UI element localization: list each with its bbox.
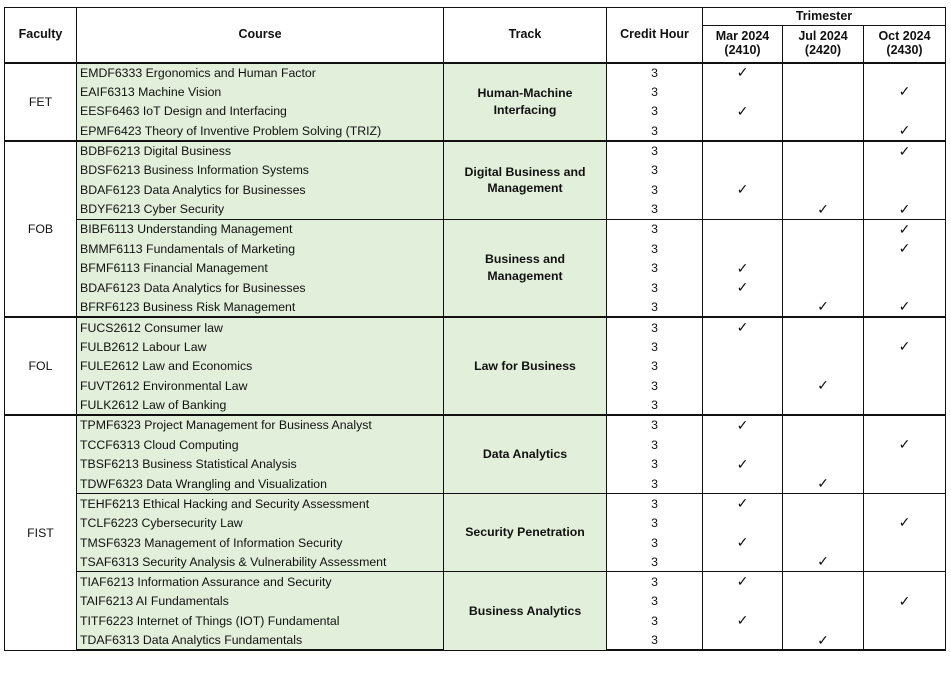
offered-jul-cell xyxy=(783,298,864,318)
offered-oct-cell xyxy=(864,180,946,200)
credit-hour-cell: 3 xyxy=(607,513,703,533)
check-icon: ✓ xyxy=(736,64,749,81)
credit-hour-cell: 3 xyxy=(607,552,703,572)
header-trimester: Trimester xyxy=(703,8,946,26)
faculty-cell: FOL xyxy=(5,317,77,415)
offered-oct-cell xyxy=(864,592,946,612)
table-row xyxy=(5,317,946,337)
credit-hour-cell: 3 xyxy=(607,611,703,631)
offered-mar-cell xyxy=(703,337,783,357)
course-cell: BDYF6213 Cyber Security xyxy=(77,200,444,220)
offered-jul-cell xyxy=(783,337,864,357)
offered-jul-cell xyxy=(783,415,864,435)
offered-mar-cell xyxy=(703,278,783,298)
offered-oct-cell xyxy=(864,631,946,651)
table-row xyxy=(5,415,946,435)
offered-mar-cell xyxy=(703,141,783,161)
offered-mar-cell xyxy=(703,415,783,435)
offered-jul-cell xyxy=(783,200,864,220)
credit-hour-cell: 3 xyxy=(607,396,703,416)
credit-hour-cell: 3 xyxy=(607,278,703,298)
course-cell: TDAF6313 Data Analytics Fundamentals xyxy=(77,631,444,651)
offered-oct-cell xyxy=(864,219,946,239)
offered-mar-cell xyxy=(703,239,783,259)
course-cell: BFRF6123 Business Risk Management xyxy=(77,298,444,318)
check-icon: ✓ xyxy=(736,319,749,336)
course-cell: BDSF6213 Business Information Systems xyxy=(77,160,444,180)
offered-jul-cell xyxy=(783,317,864,337)
offered-jul-cell xyxy=(783,356,864,376)
offered-mar-cell xyxy=(703,376,783,396)
offered-jul-cell xyxy=(783,63,864,83)
offered-mar-cell xyxy=(703,180,783,200)
credit-hour-cell: 3 xyxy=(607,121,703,141)
header-track: Track xyxy=(444,8,607,63)
credit-hour-cell: 3 xyxy=(607,337,703,357)
offered-oct-cell xyxy=(864,258,946,278)
offered-mar-cell xyxy=(703,631,783,651)
check-icon: ✓ xyxy=(817,631,829,648)
offered-mar-cell xyxy=(703,572,783,592)
faculty-cell: FET xyxy=(5,63,77,141)
term-label: Oct 2024 xyxy=(878,29,931,43)
check-icon: ✓ xyxy=(898,142,911,159)
offered-jul-cell xyxy=(783,258,864,278)
credit-hour-cell: 3 xyxy=(607,200,703,220)
offered-oct-cell xyxy=(864,435,946,455)
term-label: Mar 2024 xyxy=(715,29,770,43)
offered-jul-cell xyxy=(783,219,864,239)
credit-hour-cell: 3 xyxy=(607,298,703,318)
course-cell: TBSF6213 Business Statistical Analysis xyxy=(77,454,444,474)
course-cell: EAIF6313 Machine Vision xyxy=(77,82,444,102)
check-icon: ✓ xyxy=(898,514,911,531)
course-cell: EPMF6423 Theory of Inventive Problem Solving (TRIZ) xyxy=(77,121,444,141)
header-faculty: Faculty xyxy=(5,8,77,63)
offered-jul-cell xyxy=(783,592,864,612)
table-row xyxy=(5,219,946,239)
offered-mar-cell xyxy=(703,513,783,533)
offered-oct-cell xyxy=(864,376,946,396)
track-cell: Data Analytics xyxy=(444,415,607,493)
offered-mar-cell xyxy=(703,396,783,416)
table-row xyxy=(5,141,946,161)
credit-hour-cell: 3 xyxy=(607,180,703,200)
offered-jul-cell xyxy=(783,611,864,631)
credit-hour-cell: 3 xyxy=(607,454,703,474)
credit-hour-cell: 3 xyxy=(607,494,703,514)
course-cell: BDBF6213 Digital Business xyxy=(77,141,444,161)
offered-jul-cell xyxy=(783,121,864,141)
course-cell: BFMF6113 Financial Management xyxy=(77,258,444,278)
offered-jul-cell xyxy=(783,102,864,122)
offered-oct-cell xyxy=(864,356,946,376)
track-cell: Digital Business and Management xyxy=(444,141,607,219)
offered-oct-cell xyxy=(864,102,946,122)
term-label: Jul 2024 xyxy=(798,29,848,43)
offered-jul-cell xyxy=(783,82,864,102)
offered-jul-cell xyxy=(783,160,864,180)
course-cell: TMSF6323 Management of Information Security xyxy=(77,533,444,553)
course-cell: TCLF6223 Cybersecurity Law xyxy=(77,513,444,533)
credit-hour-cell: 3 xyxy=(607,141,703,161)
offered-oct-cell xyxy=(864,278,946,298)
credit-hour-cell: 3 xyxy=(607,239,703,259)
check-icon: ✓ xyxy=(736,455,749,472)
offered-oct-cell xyxy=(864,552,946,572)
check-icon: ✓ xyxy=(736,612,749,629)
offered-oct-cell xyxy=(864,513,946,533)
offered-mar-cell xyxy=(703,317,783,337)
check-icon: ✓ xyxy=(898,436,911,453)
offered-jul-cell xyxy=(783,376,864,396)
term-code: (2410) xyxy=(724,42,761,57)
offered-oct-cell xyxy=(864,121,946,141)
course-cell: TAIF6213 AI Fundamentals xyxy=(77,592,444,612)
credit-hour-cell: 3 xyxy=(607,631,703,651)
offered-jul-cell xyxy=(783,631,864,651)
check-icon: ✓ xyxy=(898,338,911,355)
course-cell: TIAF6213 Information Assurance and Security xyxy=(77,572,444,592)
course-cell: TITF6223 Internet of Things (IOT) Fundamental xyxy=(77,611,444,631)
course-cell: FULB2612 Labour Law xyxy=(77,337,444,357)
check-icon: ✓ xyxy=(898,122,911,139)
offered-jul-cell xyxy=(783,552,864,572)
course-cell: BDAF6123 Data Analytics for Businesses xyxy=(77,278,444,298)
offered-mar-cell xyxy=(703,298,783,318)
credit-hour-cell: 3 xyxy=(607,415,703,435)
offered-oct-cell xyxy=(864,611,946,631)
offered-mar-cell xyxy=(703,258,783,278)
offered-jul-cell xyxy=(783,278,864,298)
header-course: Course xyxy=(77,8,444,63)
credit-hour-cell: 3 xyxy=(607,474,703,494)
offered-mar-cell xyxy=(703,63,783,83)
offered-oct-cell xyxy=(864,141,946,161)
offered-mar-cell xyxy=(703,82,783,102)
course-cell: TEHF6213 Ethical Hacking and Security Assessment xyxy=(77,494,444,514)
header-term-oct xyxy=(864,26,946,63)
offered-oct-cell xyxy=(864,239,946,259)
check-icon: ✓ xyxy=(898,240,911,257)
table-row xyxy=(5,63,946,83)
offered-jul-cell xyxy=(783,454,864,474)
offered-mar-cell xyxy=(703,435,783,455)
header-term-jul xyxy=(783,26,864,63)
course-cell: TPMF6323 Project Management for Business Analyst xyxy=(77,415,444,435)
offered-jul-cell xyxy=(783,180,864,200)
check-icon: ✓ xyxy=(817,553,829,570)
faculty-cell: FOB xyxy=(5,141,77,317)
offered-oct-cell xyxy=(864,396,946,416)
offered-oct-cell xyxy=(864,494,946,514)
offered-mar-cell xyxy=(703,200,783,220)
offered-jul-cell xyxy=(783,513,864,533)
table-row xyxy=(5,572,946,592)
offered-mar-cell xyxy=(703,552,783,572)
credit-hour-cell: 3 xyxy=(607,592,703,612)
credit-hour-cell: 3 xyxy=(607,376,703,396)
check-icon: ✓ xyxy=(898,298,911,315)
track-cell: Security Penetration xyxy=(444,494,607,572)
course-cell: EESF6463 IoT Design and Interfacing xyxy=(77,102,444,122)
course-track-table xyxy=(4,7,946,651)
check-icon: ✓ xyxy=(817,475,829,492)
check-icon: ✓ xyxy=(898,592,911,609)
offered-oct-cell xyxy=(864,474,946,494)
check-icon: ✓ xyxy=(736,573,749,590)
track-cell: Business Analytics xyxy=(444,572,607,650)
check-icon: ✓ xyxy=(898,220,911,237)
check-icon: ✓ xyxy=(898,83,911,100)
credit-hour-cell: 3 xyxy=(607,219,703,239)
offered-mar-cell xyxy=(703,219,783,239)
offered-oct-cell xyxy=(864,298,946,318)
offered-jul-cell xyxy=(783,533,864,553)
offered-oct-cell xyxy=(864,533,946,553)
offered-oct-cell xyxy=(864,337,946,357)
course-cell: TCCF6313 Cloud Computing xyxy=(77,435,444,455)
track-cell: Business and Management xyxy=(444,219,607,317)
credit-hour-cell: 3 xyxy=(607,317,703,337)
check-icon: ✓ xyxy=(736,495,749,512)
offered-jul-cell xyxy=(783,141,864,161)
offered-oct-cell xyxy=(864,82,946,102)
course-cell: FUVT2612 Environmental Law xyxy=(77,376,444,396)
offered-jul-cell xyxy=(783,396,864,416)
credit-hour-cell: 3 xyxy=(607,160,703,180)
course-cell: BMMF6113 Fundamentals of Marketing xyxy=(77,239,444,259)
credit-hour-cell: 3 xyxy=(607,356,703,376)
course-cell: BDAF6123 Data Analytics for Businesses xyxy=(77,180,444,200)
credit-hour-cell: 3 xyxy=(607,63,703,83)
credit-hour-cell: 3 xyxy=(607,82,703,102)
offered-jul-cell xyxy=(783,239,864,259)
check-icon: ✓ xyxy=(898,200,911,217)
check-icon: ✓ xyxy=(817,377,829,394)
table-row xyxy=(5,494,946,514)
term-code: (2420) xyxy=(804,42,842,57)
credit-hour-cell: 3 xyxy=(607,435,703,455)
course-cell: BIBF6113 Understanding Management xyxy=(77,219,444,239)
offered-jul-cell xyxy=(783,572,864,592)
check-icon: ✓ xyxy=(736,259,749,276)
credit-hour-cell: 3 xyxy=(607,572,703,592)
track-cell: Human-Machine Interfacing xyxy=(444,63,607,141)
offered-mar-cell xyxy=(703,494,783,514)
check-icon: ✓ xyxy=(736,181,749,198)
course-cell: FULK2612 Law of Banking xyxy=(77,396,444,416)
offered-oct-cell xyxy=(864,415,946,435)
offered-mar-cell xyxy=(703,533,783,553)
check-icon: ✓ xyxy=(817,200,829,217)
offered-mar-cell xyxy=(703,102,783,122)
course-cell: FULE2612 Law and Economics xyxy=(77,356,444,376)
course-cell: TDWF6323 Data Wrangling and Visualization xyxy=(77,474,444,494)
offered-jul-cell xyxy=(783,435,864,455)
offered-mar-cell xyxy=(703,121,783,141)
course-cell: EMDF6333 Ergonomics and Human Factor xyxy=(77,63,444,83)
offered-oct-cell xyxy=(864,454,946,474)
offered-jul-cell xyxy=(783,474,864,494)
credit-hour-cell: 3 xyxy=(607,102,703,122)
credit-hour-cell: 3 xyxy=(607,533,703,553)
term-code: (2430) xyxy=(886,42,923,57)
offered-mar-cell xyxy=(703,592,783,612)
offered-oct-cell xyxy=(864,317,946,337)
track-cell: Law for Business xyxy=(444,317,607,415)
check-icon: ✓ xyxy=(817,298,829,315)
check-icon: ✓ xyxy=(736,102,749,119)
offered-oct-cell xyxy=(864,200,946,220)
offered-mar-cell xyxy=(703,356,783,376)
offered-mar-cell xyxy=(703,611,783,631)
check-icon: ✓ xyxy=(736,534,749,551)
offered-mar-cell xyxy=(703,454,783,474)
header-term-mar xyxy=(703,26,783,63)
course-cell: FUCS2612 Consumer law xyxy=(77,317,444,337)
faculty-cell: FIST xyxy=(5,415,77,650)
credit-hour-cell: 3 xyxy=(607,258,703,278)
course-cell: TSAF6313 Security Analysis & Vulnerability Assessment xyxy=(77,552,444,572)
offered-mar-cell xyxy=(703,160,783,180)
offered-mar-cell xyxy=(703,474,783,494)
offered-oct-cell xyxy=(864,160,946,180)
check-icon: ✓ xyxy=(736,279,749,296)
offered-oct-cell xyxy=(864,572,946,592)
offered-jul-cell xyxy=(783,494,864,514)
header-credit-hour: Credit Hour xyxy=(607,8,703,63)
offered-oct-cell xyxy=(864,63,946,83)
table-body xyxy=(5,63,946,651)
check-icon: ✓ xyxy=(736,416,749,433)
